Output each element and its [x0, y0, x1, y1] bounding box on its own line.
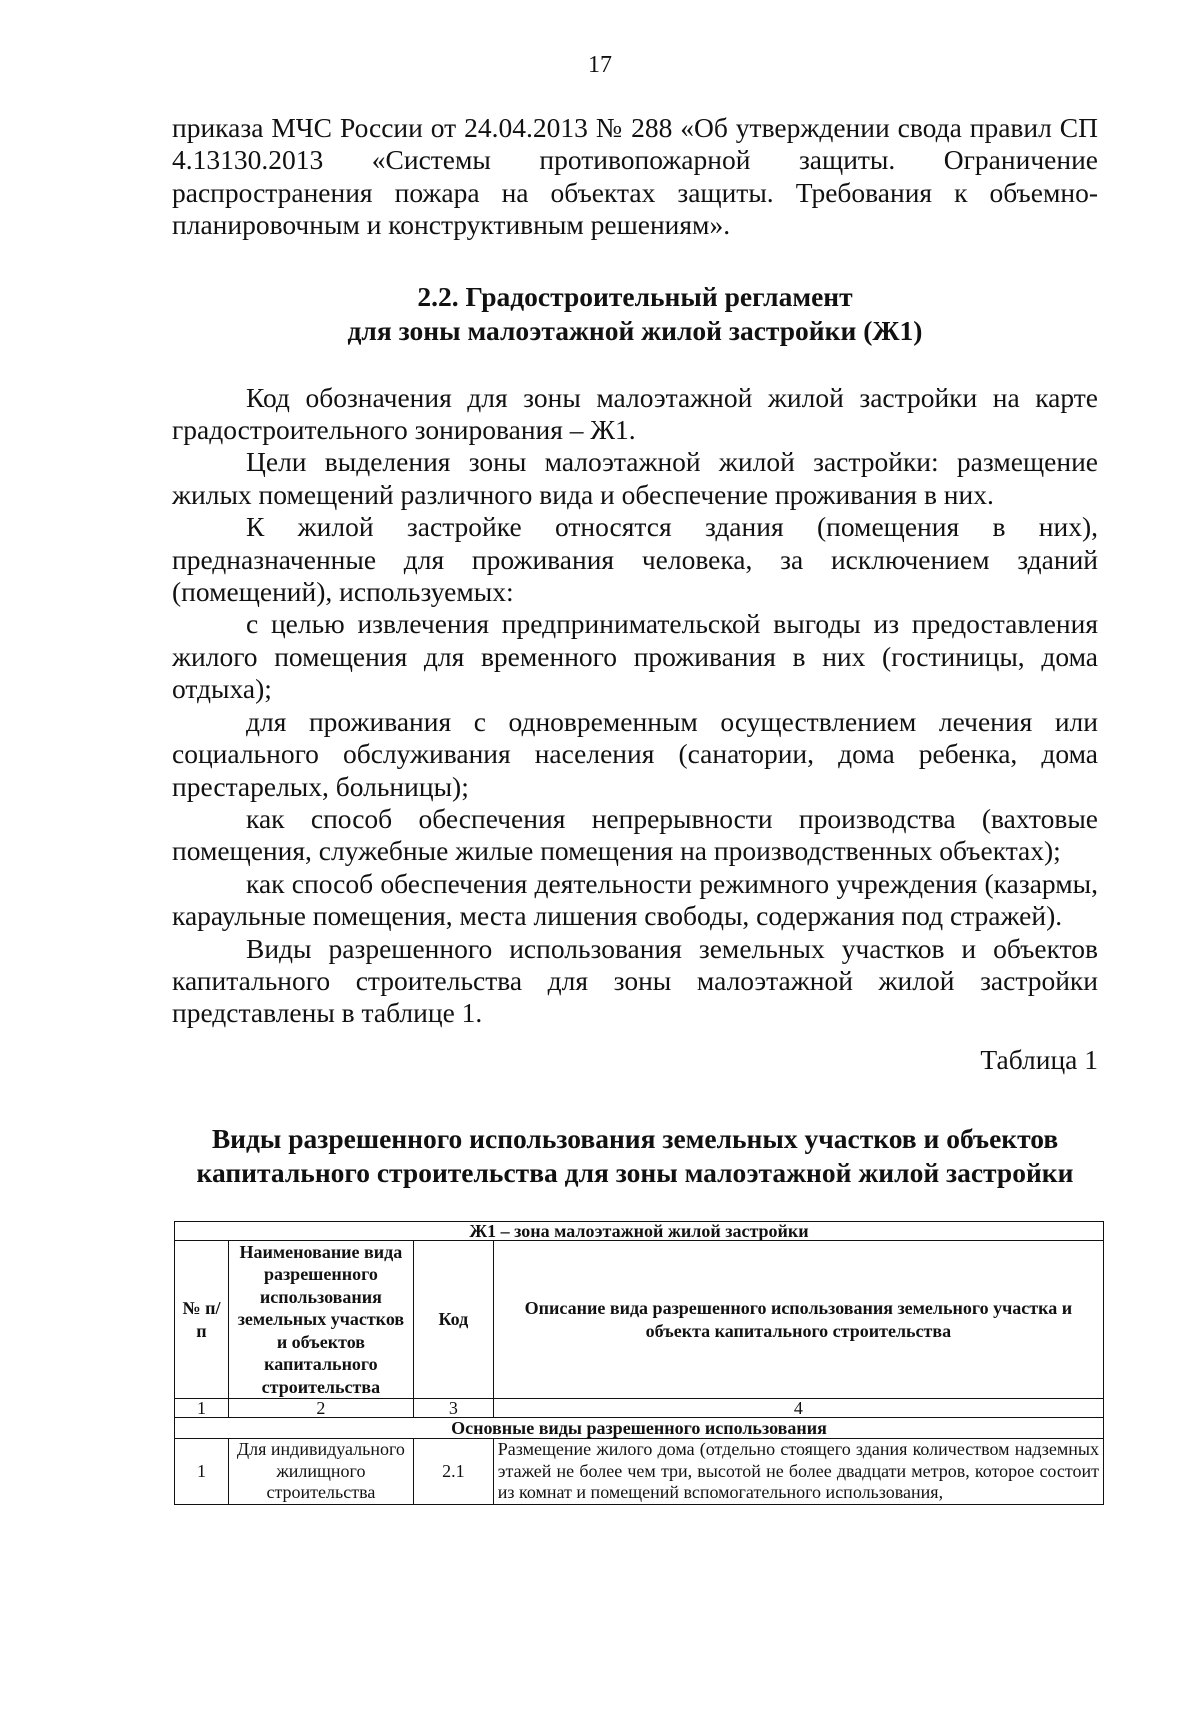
column-number: 4	[493, 1399, 1103, 1418]
paragraph-residential-definition: К жилой застройке относятся здания (помещения в них), предназначенные для проживания человека, за исключением зданий (помещений), используемых:	[172, 511, 1098, 608]
column-number: 1	[175, 1399, 229, 1418]
paragraph-exclusion-regime: как способ обеспечения деятельности режимного учреждения (казармы, караульные помещения, места лишения свободы, содержания под стражей).	[172, 867, 1098, 932]
row-num: 1	[175, 1439, 229, 1505]
section-heading-line1: 2.2. Градостроительный регламент	[417, 280, 853, 312]
table-column-number-row	[175, 1399, 1104, 1418]
header-code: Код	[413, 1240, 493, 1399]
paragraph-zone-goals: Цели выделения зоны малоэтажной жилой застройки: размещение жилых помещений различного вида и обеспечение проживания в них.	[172, 446, 1098, 510]
row-code: 2.1	[413, 1439, 493, 1505]
paragraph-zone-code: Код обозначения для зоны малоэтажной жилой застройки на карте градостроительного зонирования – Ж1.	[172, 381, 1098, 446]
paragraph-exclusion-medical: для проживания с одновременным осуществлением лечения или социального обслуживания населения (санатории, дома ребенка, дома престарелых, больницы);	[172, 705, 1098, 802]
header-desc: Описание вида разрешенного использования земельного участка и объекта капитального строительства	[493, 1240, 1103, 1399]
document-body	[172, 112, 1098, 1505]
section-heading	[172, 280, 1098, 348]
column-number: 2	[228, 1399, 413, 1418]
paragraph-intro: приказа МЧС России от 24.04.2013 № 288 «Об утверждении свода правил СП 4.13130.2013 «Системы противопожарной защиты. Ограничение распространения пожара на объектах защиты. Требования к объемно-планировочным и конструктивным решениям».	[172, 112, 1098, 241]
table-title	[158, 1122, 1112, 1190]
paragraph-exclusion-hotels: с целью извлечения предпринимательской выгоды из предоставления жилого помещения для временного проживания в них (гостиницы, дома отдыха);	[172, 608, 1098, 705]
section-heading-line2: для зоны малоэтажной жилой застройки (Ж1)	[347, 314, 923, 346]
table-zone-header-row	[175, 1221, 1104, 1240]
page-number: 17	[588, 52, 612, 78]
row-desc: Размещение жилого дома (отдельно стоящего здания количеством надземных этажей не более чем три, высотой не более двадцати метров, которое состоит из комнат и помещений вспомогательного использования,	[493, 1439, 1103, 1505]
paragraph-exclusion-industrial: как способ обеспечения непрерывности производства (вахтовые помещения, служебные жилые помещения на производственных объектах);	[172, 802, 1098, 867]
paragraph-table-reference: Виды разрешенного использования земельных участков и объектов капитального строительства для зоны малоэтажной жилой застройки представлены в таблице 1.	[172, 932, 1098, 1029]
land-use-table	[174, 1221, 1104, 1505]
table-row	[175, 1439, 1104, 1505]
row-name: Для индивидуального жилищного строительства	[228, 1439, 413, 1505]
table-caption: Таблица 1	[980, 1043, 1098, 1075]
table-section-row	[175, 1418, 1104, 1439]
header-num: № п/п	[175, 1240, 229, 1399]
header-name: Наименование вида разрешенного использования земельных участков и объектов капитального строительства	[228, 1240, 413, 1399]
table-title-line1: Виды разрешенного использования земельных участков и объектов	[211, 1122, 1059, 1154]
column-number: 3	[413, 1399, 493, 1418]
section-label: Основные виды разрешенного использования	[175, 1418, 1104, 1439]
table-header-row	[175, 1240, 1104, 1399]
table-title-line2: капитального строительства для зоны малоэтажной жилой застройки	[196, 1156, 1074, 1188]
zone-header: Ж1 – зона малоэтажной жилой застройки	[175, 1221, 1104, 1240]
